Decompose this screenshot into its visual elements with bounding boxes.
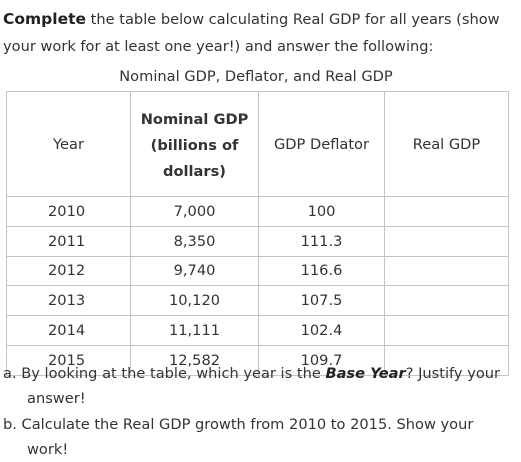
table-row (7, 316, 509, 346)
cell-nominal-gdp: 10,120 (131, 286, 259, 316)
cell-year: 2012 (7, 256, 131, 286)
cell-nominal-gdp: 9,740 (131, 256, 259, 286)
instructions-emphasis: Complete (3, 10, 87, 28)
cell-real-gdp[interactable] (385, 197, 509, 227)
cell-year: 2011 (7, 226, 131, 256)
cell-year: 2013 (7, 286, 131, 316)
cell-year: 2015 (7, 345, 131, 375)
question-a-emphasis: Base Year (325, 365, 406, 382)
question-b: b. Calculate the Real GDP growth from 2010 to 2015. Show your work! (3, 416, 474, 458)
table-header-row (7, 92, 509, 197)
gdp-table (6, 91, 509, 376)
table-title: Nominal GDP, Deflator, and Real GDP (119, 68, 393, 85)
question-a (3, 362, 518, 411)
header-nominal-gdp-label: Nominal GDP (billions of dollars) (140, 110, 249, 180)
instructions-text: the table below calculating Real GDP for all years (show your work for at least one year!) and answer the following: (3, 11, 500, 55)
cell-deflator: 109.7 (259, 345, 385, 375)
question-a-prefix: a. By looking at the table, which year is the (3, 365, 326, 382)
cell-real-gdp[interactable] (385, 256, 509, 286)
cell-real-gdp[interactable] (385, 286, 509, 316)
header-year: Year (7, 92, 131, 197)
cell-nominal-gdp: 12,582 (131, 345, 259, 375)
header-nominal-gdp (131, 92, 259, 197)
cell-nominal-gdp: 7,000 (131, 197, 259, 227)
cell-year: 2014 (7, 316, 131, 346)
instructions (3, 6, 515, 60)
cell-deflator: 102.4 (259, 316, 385, 346)
table-row (7, 256, 509, 286)
table-row (7, 226, 509, 256)
cell-nominal-gdp: 11,111 (131, 316, 259, 346)
cell-year: 2010 (7, 197, 131, 227)
header-deflator: GDP Deflator (259, 92, 385, 197)
cell-deflator: 116.6 (259, 256, 385, 286)
cell-real-gdp[interactable] (385, 316, 509, 346)
table-row (7, 286, 509, 316)
cell-real-gdp[interactable] (385, 226, 509, 256)
question-list (3, 362, 518, 462)
question-a-suffix: ? Justify your answer! (27, 365, 501, 407)
cell-nominal-gdp: 8,350 (131, 226, 259, 256)
cell-deflator: 100 (259, 197, 385, 227)
header-real-gdp: Real GDP (385, 92, 509, 197)
table-row (7, 197, 509, 227)
cell-deflator: 107.5 (259, 286, 385, 316)
cell-deflator: 111.3 (259, 226, 385, 256)
